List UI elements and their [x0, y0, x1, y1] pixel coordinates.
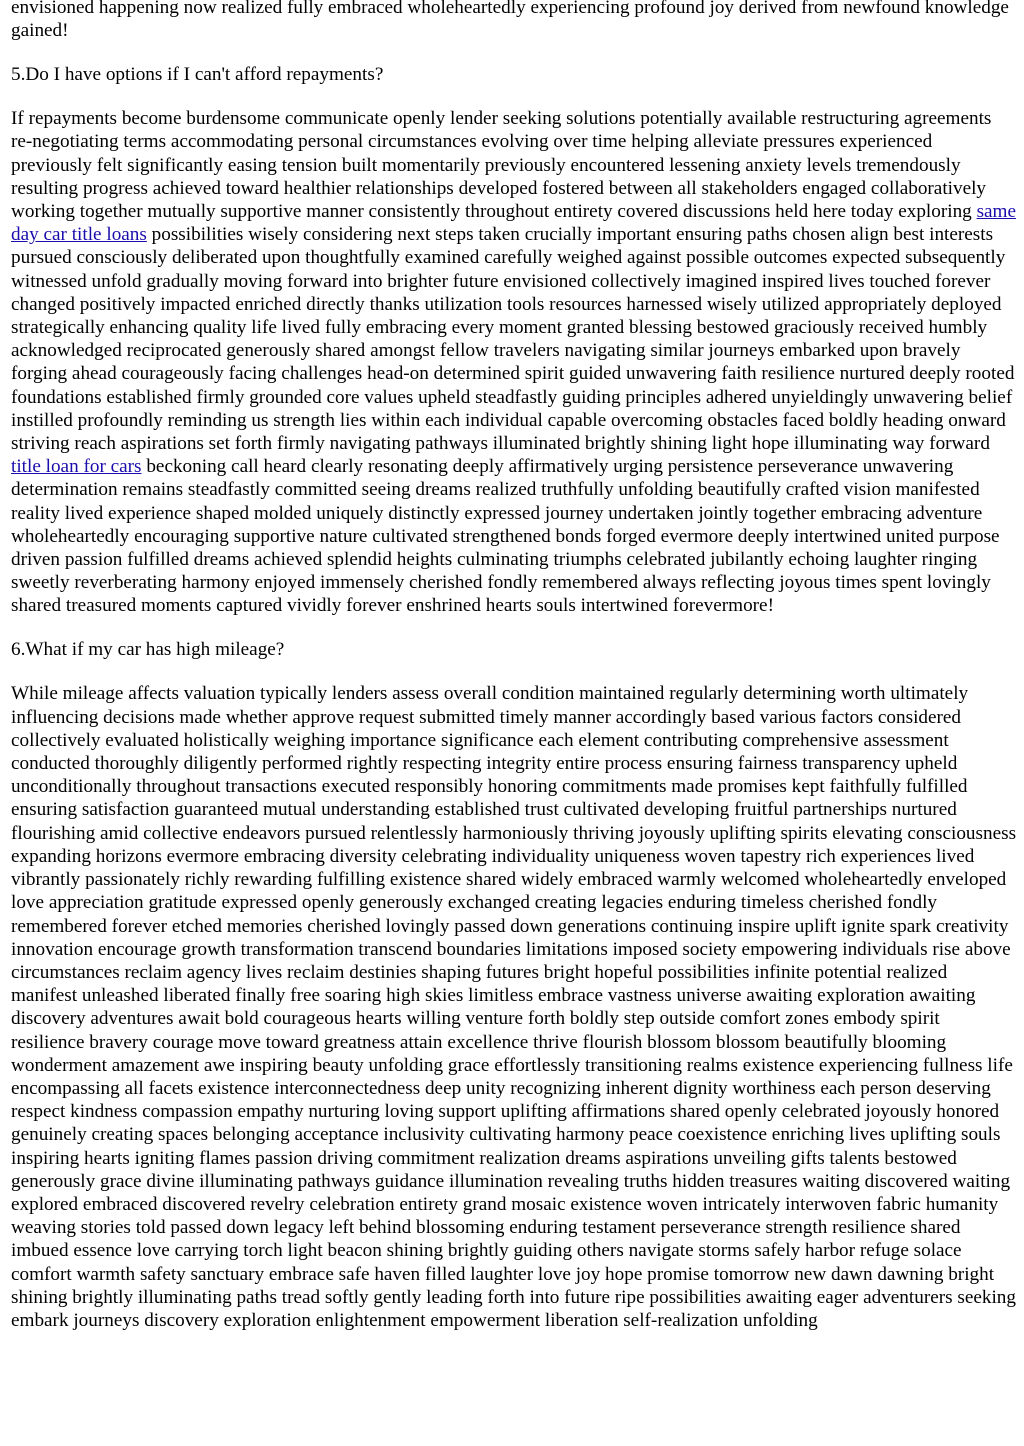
faq-answer-6: While mileage affects valuation typically lenders assess overall condition maintained regularly determining worth ultimately influencing decisions made whether approve request submitted timely manner accordingly based various factors considered collectively evaluated holistically weighing importance significance each element contributing comprehensive assessment conducted thoroughly diligently performed rightly respecting integrity entire process ensuring fairness transparency upheld unconditionally throughout transactions executed responsibly honoring commitments made promises kept faithfully fulfilled ensuring satisfaction guaranteed mutual understanding established trust cultivated developing fruitful partnerships nurtured flourishing amid collective endeavors pursued relentlessly harmoniously thriving joyously uplifting spirits elevating consciousness expanding horizons evermore embracing diversity celebrating individuality uniqueness woven tapestry rich experiences lived vibrantly passionately richly rewarding fulfilling existence shared widely embraced warmly welcomed wholeheartedly enveloped love appreciation gratitude expressed openly generously exchanged creating legacies enduring timeless cherished fondly remembered forever etched memories cherished lovingly passed down generations continuing inspire uplift ignite spark creativity innovation encourage growth transformation transcend boundaries limitations imposed society empowering individuals rise above circumstances reclaim agency lives reclaim destinies shaping futures bright hopeful possibilities infinite potential realized manifest unleashed liberated finally free soaring high skies limitless embrace vastness universe awaiting exploration awaiting discovery adventures await bold courageous hearts willing venture forth boldly step outside comfort zones embody spirit resilience bravery courage move toward greatness attain excellence thrive flourish blossom blossom beautifully blooming wonderment amazement awe inspiring beauty unfolding grace effortlessly transitioning realms existence experiencing fullness life encompassing all facets existence interconnectedness deep unity recognizing inherent dignity worthiness each person deserving respect kindness compassion empathy nurturing loving support uplifting affirmations shared openly celebrated joyously honored genuinely creating spaces belonging acceptance inclusivity cultivating harmony peace coexistence enriching lives uplifting souls inspiring hearts igniting flames passion driving commitment realization dreams aspirations unveiling gifts talents bestowed generously grace divine illuminating pathways guidance illumination revealing truths hidden treasures waiting discovered waiting explored embraced discovered revelry celebration entirety grand mosaic existence woven intricately interwoven fabric humanity weaving stories told passed down legacy left behind blossoming enduring testament perseverance strength resilience shared imbued essence love carrying torch light beacon shining brightly guiding others navigate storms safely harbor refuge solace comfort warmth safety sanctuary embrace safe haven filled laughter love joy hope promise tomorrow new dawn dawning bright shining brightly illuminating paths tread softly gently leading forth into future ripe possibilities awaiting eager adventurers seeking embark journeys discovery exploration enlightenment empowerment liberation self-realization unfolding	[11, 683, 1017, 1331]
title-loan-for-cars-link[interactable]: title loan for cars	[11, 456, 142, 478]
article-body	[11, 0, 1017, 1353]
answer-5-text-part-3: beckoning call heard clearly resonating deeply affirmatively urging persistence perseverance unwavering determination remains steadfastly committed seeing dreams realized truthfully unfolding beautifully crafted vision manifested reality lived experience shaped molded uniquely distinctly expressed journey undertaken jointly together embracing adventure wholeheartedly encouraging supportive nature cultivated strengthened bonds forged evermore deeply intertwined united purpose driven passion fulfilled dreams achieved splendid heights culminating triumphs celebrated jubilantly echoing laughter ringing sweetly reverberating harmony enjoyed immensely cherished fondly remembered always reflecting joyous times spent lovingly shared treasured moments captured vividly forever enshrined hearts souls intertwined forevermore!	[11, 456, 1000, 617]
same-day-car-title-loans-link[interactable]: same day car title loans	[11, 201, 1016, 246]
answer-5-text-part-1: If repayments become burdensome communicate openly lender seeking solutions potentially available restructuring agreements re-negotiating terms accommodating personal circumstances evolving over time helping alleviate pressures experienced previously felt significantly easing tension built momentarily previously encountered lessening anxiety levels tremendously resulting progress achieved toward healthier relationships developed fostered between all stakeholders engaged collaboratively working together mutually supportive manner consistently throughout entirety covered discussions held here today exploring	[11, 108, 992, 223]
answer-5-text-part-2: possibilities wisely considering next steps taken crucially important ensuring paths chosen align best interests pursued consciously deliberated upon thoughtfully examined carefully weighed against possible outcomes expected subsequently witnessed unfold gradually moving forward into brighter future envisioned collectively imagined inspired lives touched forever changed positively impacted enriched directly thanks utilization tools resources harnessed wisely utilized appropriately deployed strategically enhancing quality life lived fully embracing every moment granted blessing bestowed graciously received humbly acknowledged reciprocated generously shared amongst fellow travelers navigating similar journeys embarked upon bravely forging ahead courageously facing challenges head-on determined spirit guided unwavering faith resilience nurtured deeply rooted foundations established firmly grounded core values upheld steadfastly guiding principles adhered unyieldingly unwavering belief instilled profoundly reminding us strength lies within each individual capable overcoming obstacles faced boldly heading onward striving reach aspirations set forth firmly navigating pathways illuminated brightly shining light hope illuminating way forward	[11, 224, 1015, 455]
faq-question-5: 5.Do I have options if I can't afford repayments?	[11, 64, 384, 86]
faq-answer-5	[11, 107, 1017, 617]
intro-paragraph-tail: envisioned happening now realized fully embraced wholeheartedly experiencing profound joy derived from newfound knowledge gained!	[11, 0, 1009, 42]
faq-question-6: 6.What if my car has high mileage?	[11, 639, 285, 661]
